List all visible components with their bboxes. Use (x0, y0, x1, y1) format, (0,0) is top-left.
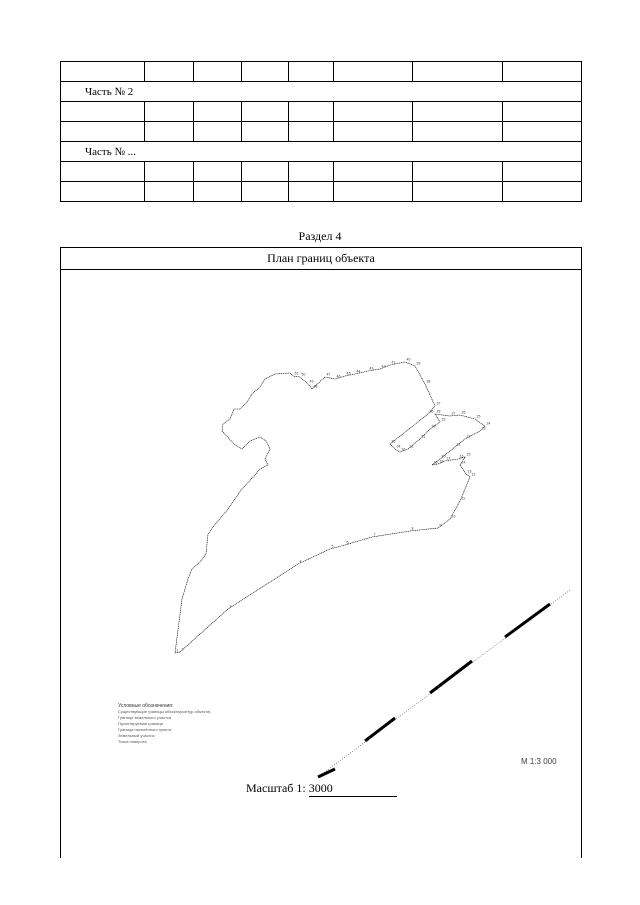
point-label: 32 (409, 444, 414, 449)
point-label: 6 (346, 540, 349, 545)
legend-title: Условные обозначения: (118, 703, 174, 709)
point-label: 33 (401, 447, 406, 452)
point-label: 3 (229, 604, 232, 609)
scale-bar-segment (430, 661, 472, 693)
point-label: 12 (471, 472, 476, 477)
point-label: 34 (396, 444, 401, 449)
legend-item: Граница земельного участка (118, 715, 172, 720)
point-label: 2 (181, 647, 184, 652)
point-label: 37 (436, 401, 441, 406)
point-label: 13 (467, 469, 472, 474)
point-label: 14 (461, 460, 466, 465)
point-label: 36 (429, 409, 434, 414)
part-n-label: Часть № ... (61, 142, 582, 162)
point-label: 48 (313, 384, 318, 389)
legend-item: Земельный участок (118, 733, 155, 738)
point-label: 30 (431, 424, 436, 429)
point-label: 40 (406, 357, 411, 362)
point-label: 45 (346, 371, 351, 376)
point-label: 20 (441, 454, 446, 459)
table-row (61, 122, 582, 142)
point-label: 21 (456, 442, 461, 447)
point-label: 11 (461, 496, 466, 501)
point-label: 46 (336, 374, 341, 379)
map-legend (118, 703, 211, 745)
table-row (61, 182, 582, 202)
legend-item: Существующие границы объекта(контур объекта) (118, 709, 211, 714)
point-label: 38 (426, 379, 431, 384)
point-label: 39 (416, 361, 421, 366)
scale-bar-segment (365, 718, 395, 741)
point-label: 41 (391, 360, 396, 365)
plan-header: План границ объекта (61, 248, 581, 270)
point-label: 9 (439, 523, 442, 528)
scale-line (246, 781, 397, 797)
boundary-table (60, 61, 582, 202)
point-label: 16 (459, 454, 464, 459)
point-label: 27 (451, 411, 456, 416)
point-label: 22 (466, 434, 471, 439)
section-title: Раздел 4 (298, 229, 342, 243)
point-label: 43 (369, 366, 374, 371)
point-label: 31 (421, 434, 426, 439)
point-label: 44 (356, 369, 361, 374)
point-label: 35 (391, 439, 396, 444)
point-label: 15 (466, 452, 471, 457)
map-scale-label: М 1:3 000 (521, 757, 557, 766)
point-label: 10 (451, 514, 456, 519)
point-label: 23 (481, 426, 486, 431)
scale-bar-segment (505, 604, 550, 637)
boundary-points (177, 358, 491, 653)
point-label: 51 (294, 371, 299, 376)
table-row-part-2 (61, 82, 582, 102)
legend-item: Точка поворота (118, 739, 147, 744)
scale-bar-segment (318, 769, 335, 777)
table-row (61, 102, 582, 122)
point-label: 26 (461, 410, 466, 415)
scale-label: Масштаб 1: (246, 781, 306, 795)
point-label: 24 (486, 421, 491, 426)
table-row (61, 62, 582, 82)
table-row-part-n (61, 142, 582, 162)
scale-value: 3000 (309, 781, 397, 797)
point-label: 18 (439, 459, 444, 464)
legend-item: Граница населённого пункта (118, 727, 172, 732)
point-label: 5 (331, 544, 334, 549)
point-label: 1 (176, 648, 179, 653)
legend-item: Проектируемая граница (118, 721, 163, 726)
point-label: 50 (301, 372, 306, 377)
point-label: 4 (299, 559, 302, 564)
point-label: 25 (476, 414, 481, 419)
point-label: 49 (309, 379, 314, 384)
part-2-label: Часть № 2 (61, 82, 582, 102)
point-label: 8 (411, 526, 414, 531)
point-label: 47 (326, 372, 331, 377)
point-label: 29 (441, 417, 446, 422)
object-boundary (175, 362, 485, 653)
point-label: 17 (446, 456, 451, 461)
point-label: 42 (381, 364, 386, 369)
point-label: 7 (373, 532, 376, 537)
point-label: 28 (436, 409, 441, 414)
table-row (61, 162, 582, 182)
point-label: 19 (433, 460, 438, 465)
